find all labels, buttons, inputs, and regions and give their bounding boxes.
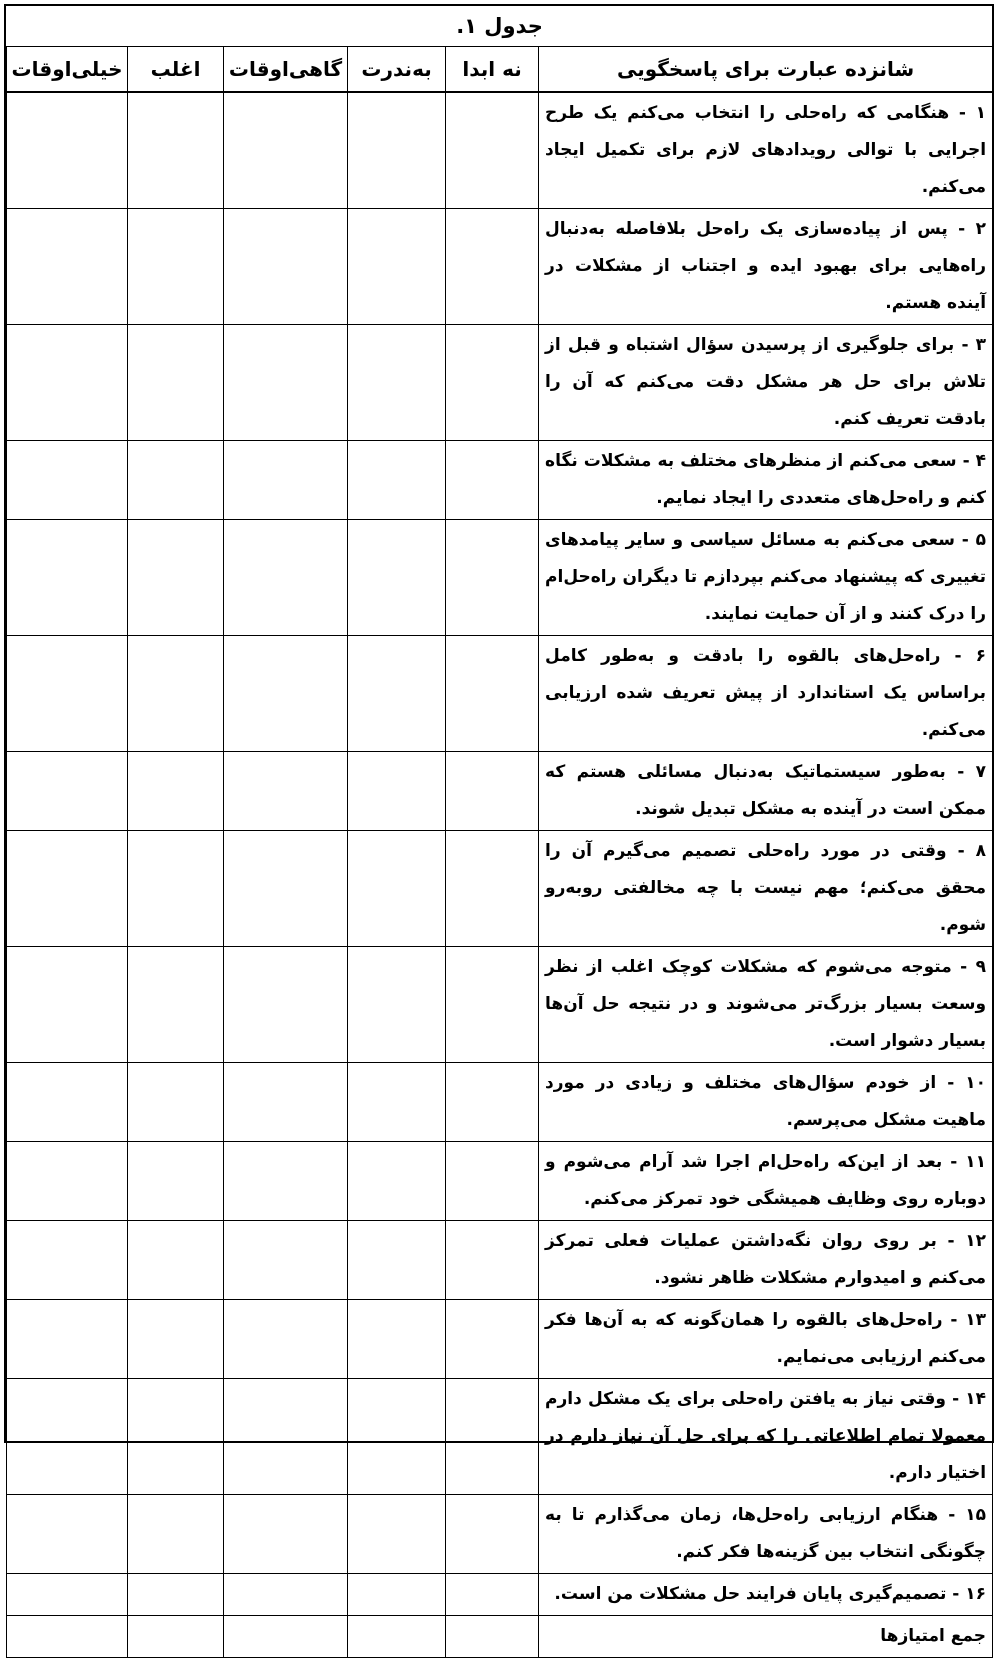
answer-cell-sometimes[interactable]: [224, 1574, 348, 1616]
header-very-often: خیلی‌اوقات: [7, 47, 128, 93]
answer-cell-very-often[interactable]: [7, 1142, 128, 1221]
answer-cell-very-often[interactable]: [7, 636, 128, 752]
answer-cell-rarely[interactable]: [348, 1142, 446, 1221]
table-caption: جدول ۱.: [7, 6, 993, 47]
statement-rows: [7, 92, 993, 1658]
answer-cell-very-often[interactable]: [7, 520, 128, 636]
answer-cell-rarely[interactable]: [348, 92, 446, 209]
answer-cell-very-often[interactable]: [7, 209, 128, 325]
statement-text: ۹ - متوجه می‌شوم که مشکلات کوچک اغلب از نظر وسعت بسیار بزرگ‌تر می‌شوند و در نتیجه حل آن‌ها بسیار دشوار است.: [539, 947, 993, 1063]
answer-cell-never[interactable]: [446, 947, 539, 1063]
answer-cell-very-often[interactable]: [7, 1574, 128, 1616]
answer-cell-sometimes[interactable]: [224, 752, 348, 831]
answer-cell-very-often[interactable]: [7, 831, 128, 947]
header-statement: شانزده عبارت برای پاسخگویی: [539, 47, 993, 93]
answer-cell-never[interactable]: [446, 1495, 539, 1574]
statement-text: ۷ - به‌طور سیستماتیک به‌دنبال مسائلی هستم که ممکن است در آینده به مشکل تبدیل شوند.: [539, 752, 993, 831]
statement-text: ۱۱ - بعد از این‌که راه‌حل‌ام اجرا شد آرام می‌شوم و دوباره روی وظایف همیشگی خود تمرکز می‌کنم.: [539, 1142, 993, 1221]
answer-cell-never[interactable]: [446, 325, 539, 441]
answer-cell-sometimes[interactable]: [224, 325, 348, 441]
answer-cell-often[interactable]: [128, 325, 224, 441]
answer-cell-never[interactable]: [446, 1221, 539, 1300]
answer-cell-never[interactable]: [446, 1142, 539, 1221]
answer-cell-sometimes[interactable]: [224, 636, 348, 752]
statement-text: ۱۲ - بر روی روان نگه‌داشتن عملیات فعلی تمرکز می‌کنم و امیدوارم مشکلات ظاهر نشود.: [539, 1221, 993, 1300]
answer-cell-often[interactable]: [128, 947, 224, 1063]
statement-text: ۲ - پس از پیاده‌سازی یک راه‌حل بلافاصله به‌دنبال راه‌هایی برای بهبود ایده و اجتناب از مشکلات در آینده هستم.: [539, 209, 993, 325]
answer-cell-sometimes[interactable]: [224, 1142, 348, 1221]
table-row: [7, 1221, 993, 1300]
answer-cell-rarely[interactable]: [348, 520, 446, 636]
table-row: [7, 520, 993, 636]
answer-cell-sometimes[interactable]: [224, 1221, 348, 1300]
answer-cell-very-often[interactable]: [7, 441, 128, 520]
answer-cell-rarely[interactable]: [348, 1300, 446, 1379]
answer-cell-often[interactable]: [128, 1142, 224, 1221]
header-never: نه ابدا: [446, 47, 539, 93]
answer-cell-sometimes[interactable]: [224, 1063, 348, 1142]
answer-cell-very-often[interactable]: [7, 947, 128, 1063]
questionnaire-table: [6, 6, 993, 1658]
table-row: [7, 1300, 993, 1379]
statement-text: ۸ - وقتی در مورد راه‌حلی تصمیم می‌گیرم آن را محقق می‌کنم؛ مهم نیست با چه مخالفتی روبه‌رو شوم.: [539, 831, 993, 947]
answer-cell-never[interactable]: [446, 209, 539, 325]
answer-cell-sometimes[interactable]: [224, 520, 348, 636]
total-cell-very-often[interactable]: [7, 1616, 128, 1658]
answer-cell-rarely[interactable]: [348, 209, 446, 325]
answer-cell-never[interactable]: [446, 1574, 539, 1616]
answer-cell-sometimes[interactable]: [224, 947, 348, 1063]
answer-cell-never[interactable]: [446, 831, 539, 947]
answer-cell-never[interactable]: [446, 520, 539, 636]
answer-cell-very-often[interactable]: [7, 1063, 128, 1142]
table-row: [7, 441, 993, 520]
table-row: [7, 325, 993, 441]
answer-cell-sometimes[interactable]: [224, 1300, 348, 1379]
answer-cell-often[interactable]: [128, 1221, 224, 1300]
total-cell-often[interactable]: [128, 1616, 224, 1658]
answer-cell-rarely[interactable]: [348, 1063, 446, 1142]
answer-cell-rarely[interactable]: [348, 325, 446, 441]
answer-cell-rarely[interactable]: [348, 1495, 446, 1574]
answer-cell-rarely[interactable]: [348, 1221, 446, 1300]
answer-cell-often[interactable]: [128, 636, 224, 752]
answer-cell-often[interactable]: [128, 1574, 224, 1616]
statement-text: ۴ - سعی می‌کنم از منظرهای مختلف به مشکلات نگاه کنم و راه‌حل‌های متعددی را ایجاد نمایم.: [539, 441, 993, 520]
total-label: جمع امتیازها: [539, 1616, 993, 1658]
answer-cell-often[interactable]: [128, 441, 224, 520]
table-row: [7, 636, 993, 752]
table-row: [7, 1574, 993, 1616]
answer-cell-rarely[interactable]: [348, 1379, 446, 1495]
table-row: [7, 1142, 993, 1221]
answer-cell-often[interactable]: [128, 1379, 224, 1495]
table-row: [7, 1379, 993, 1495]
total-cell-never[interactable]: [446, 1616, 539, 1658]
questionnaire-table-frame: [4, 4, 994, 1646]
answer-cell-rarely[interactable]: [348, 752, 446, 831]
total-cell-rarely[interactable]: [348, 1616, 446, 1658]
answer-cell-often[interactable]: [128, 1063, 224, 1142]
statement-text: ۱۰ - از خودم سؤال‌های مختلف و زیادی در مورد ماهیت مشکل می‌پرسم.: [539, 1063, 993, 1142]
answer-cell-never[interactable]: [446, 92, 539, 209]
statement-text: ۱۳ - راه‌حل‌های بالقوه را همان‌گونه که به آن‌ها فکر می‌کنم ارزیابی می‌نمایم.: [539, 1300, 993, 1379]
answer-cell-very-often[interactable]: [7, 325, 128, 441]
answer-cell-often[interactable]: [128, 831, 224, 947]
answer-cell-very-often[interactable]: [7, 1221, 128, 1300]
header-rarely: به‌ندرت: [348, 47, 446, 93]
answer-cell-very-often[interactable]: [7, 1300, 128, 1379]
answer-cell-never[interactable]: [446, 441, 539, 520]
table-row: [7, 92, 993, 209]
answer-cell-rarely[interactable]: [348, 636, 446, 752]
statement-text: ۱ - هنگامی که راه‌حلی را انتخاب می‌کنم یک طرح اجرایی با توالی رویدادهای لازم برای تکمیل ایجاد می‌کنم.: [539, 92, 993, 209]
header-row: [7, 47, 993, 93]
table-row: [7, 209, 993, 325]
answer-cell-often[interactable]: [128, 752, 224, 831]
total-cell-sometimes[interactable]: [224, 1616, 348, 1658]
statement-text: ۱۵ - هنگام ارزیابی راه‌حل‌ها، زمان می‌گذارم تا به چگونگی انتخاب بین گزینه‌ها فکر کنم.: [539, 1495, 993, 1574]
answer-cell-sometimes[interactable]: [224, 92, 348, 209]
answer-cell-rarely[interactable]: [348, 947, 446, 1063]
answer-cell-rarely[interactable]: [348, 831, 446, 947]
table-row: [7, 947, 993, 1063]
statement-text: ۵ - سعی می‌کنم به مسائل سیاسی و سایر پیامدهای تغییری که پیشنهاد می‌کنم بپردازم تا دیگران راه‌حل‌ام را درک کنند و از آن حمایت نمایند.: [539, 520, 993, 636]
header-sometimes: گاهی‌اوقات: [224, 47, 348, 93]
statement-text: ۱۴ - وقتی نیاز به یافتن راه‌حلی برای یک مشکل دارم معمولا تمام اطلاعاتی را که برای حل آن نیاز دارم در اختیار دارم.: [539, 1379, 993, 1495]
answer-cell-very-often[interactable]: [7, 1495, 128, 1574]
header-often: اغلب: [128, 47, 224, 93]
answer-cell-rarely[interactable]: [348, 441, 446, 520]
answer-cell-never[interactable]: [446, 1063, 539, 1142]
statement-text: ۱۶ - تصمیم‌گیری پایان فرایند حل مشکلات من است.: [539, 1574, 993, 1616]
answer-cell-sometimes[interactable]: [224, 1379, 348, 1495]
answer-cell-sometimes[interactable]: [224, 1495, 348, 1574]
table-row: [7, 752, 993, 831]
answer-cell-often[interactable]: [128, 1495, 224, 1574]
answer-cell-rarely[interactable]: [348, 1574, 446, 1616]
table-row: [7, 1063, 993, 1142]
answer-cell-often[interactable]: [128, 520, 224, 636]
answer-cell-often[interactable]: [128, 1300, 224, 1379]
answer-cell-very-often[interactable]: [7, 92, 128, 209]
answer-cell-often[interactable]: [128, 209, 224, 325]
answer-cell-sometimes[interactable]: [224, 209, 348, 325]
answer-cell-very-often[interactable]: [7, 752, 128, 831]
answer-cell-never[interactable]: [446, 1379, 539, 1495]
answer-cell-never[interactable]: [446, 636, 539, 752]
table-row: [7, 1495, 993, 1574]
answer-cell-often[interactable]: [128, 92, 224, 209]
answer-cell-never[interactable]: [446, 1300, 539, 1379]
statement-text: ۶ - راه‌حل‌های بالقوه را بادقت و به‌طور کامل براساس یک استاندارد از پیش تعریف شده ارزیابی می‌کنم.: [539, 636, 993, 752]
statement-text: ۳ - برای جلوگیری از پرسیدن سؤال اشتباه و قبل از تلاش برای حل هر مشکل دقت می‌کنم که آن را بادقت تعریف کنم.: [539, 325, 993, 441]
answer-cell-never[interactable]: [446, 752, 539, 831]
table-row: [7, 831, 993, 947]
total-row: [7, 1616, 993, 1658]
answer-cell-sometimes[interactable]: [224, 441, 348, 520]
answer-cell-very-often[interactable]: [7, 1379, 128, 1495]
answer-cell-sometimes[interactable]: [224, 831, 348, 947]
